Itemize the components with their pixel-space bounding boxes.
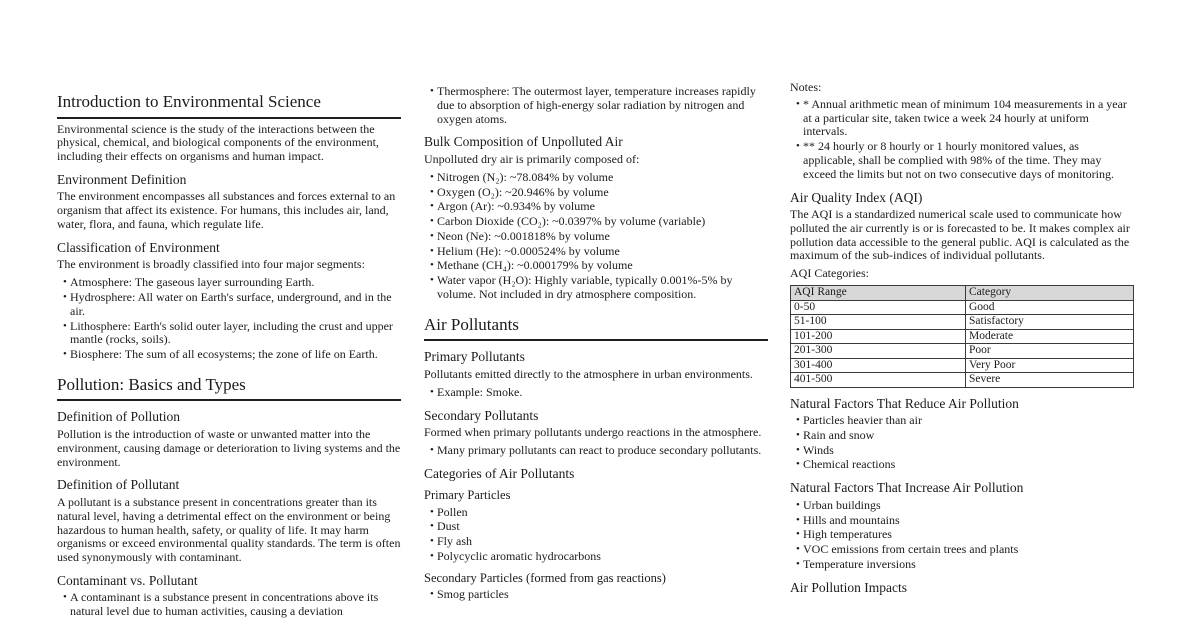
table-cell: Severe [966,373,1134,388]
heading-natural-factors-reduce: Natural Factors That Reduce Air Pollution [790,395,1019,411]
secondary-particles-list [424,588,768,602]
heading-primary-particles: Primary Particles [424,488,511,503]
list-item: • High temperatures [796,528,1134,542]
paragraph-environment-definition: The environment encompasses all substances and forces external to an organism that affect its existence. For humans, this includes air, land, water, flora, and fauna, which regulate life. [57,189,396,232]
reduce-factors-list [790,414,1134,472]
list-item: • Water vapor (H₂O): Highly variable, typically 0.001%-5% by volume. Not included in dry atmosphere composition. [430,274,768,302]
paragraph-classification-intro: The environment is broadly classified into four major segments: [57,257,365,272]
list-item: • Thermosphere: The outermost layer, temperature increases rapidly due to absorption of high-energy solar radiation by nitrogen and oxygen atoms. [430,85,768,126]
heading-air-pollution-clipped: Air Pollution Impacts [790,579,907,595]
table-row [791,329,1134,344]
heading-primary-pollutants: Primary Pollutants [424,349,525,365]
table-cell: 51-100 [791,315,966,330]
paragraph-bulk-composition-intro: Unpolluted dry air is primarily composed of: [424,151,640,166]
list-item: • Polycyclic aromatic hydrocarbons [430,550,768,564]
contaminant-list [57,591,401,619]
list-item: • Smog particles [430,588,768,602]
list-item: • Fly ash [430,535,768,549]
secondary-pollutants-list [424,444,768,458]
air-composition-list [424,171,768,302]
table-cell: 101-200 [791,329,966,344]
heading-bulk-composition: Bulk Composition of Unpolluted Air [424,134,623,150]
list-item: • A contaminant is a substance present in concentrations above its natural level due to human activities, causing a deviation [63,591,401,619]
table-cell: Poor [966,344,1134,359]
heading-classification-of-environment: Classification of Environment [57,239,220,255]
list-item: • Methane (CH₄): ~0.000179% by volume [430,259,768,273]
paragraph-definition-of-pollutant: A pollutant is a substance present in concentrations greater than its natural level, having a detrimental effect on the environment or being hazardous to human health, safety, or quality of life. It may harm organisms or exceed environmental quality standards. The term is often used synonymously with contaminant. [57,494,401,565]
atmosphere-layers-list-continued [424,85,768,126]
aqi-categories-table [790,285,1134,388]
table-cell: Very Poor [966,358,1134,373]
table-row [791,315,1134,330]
list-item: • ** 24 hourly or 8 hourly or 1 hourly monitored values, as applicable, shall be complied with 98% of the time. They may exceed the limits but not on two consecutive days of monitoring. [796,140,1134,181]
paragraph-definition-of-pollution: Pollution is the introduction of waste or unwanted matter into the environment, causing damage or deterioration to living systems and the environment. [57,427,401,469]
heading-air-quality-index: Air Quality Index (AQI) [790,189,923,205]
list-item: • Oxygen (O₂): ~20.946% by volume [430,186,768,200]
heading-environment-definition: Environment Definition [57,171,187,187]
list-item: • Rain and snow [796,429,1134,443]
heading-natural-factors-increase: Natural Factors That Increase Air Pollution [790,480,1024,496]
list-item: • Chemical reactions [796,458,1134,472]
table-cell: Satisfactory [966,315,1134,330]
list-item: • Dust [430,520,768,534]
heading-introduction-environmental-science: Introduction to Environmental Science [57,92,401,119]
list-item: • Argon (Ar): ~0.934% by volume [430,200,768,214]
table-row [791,300,1134,315]
column-right [790,80,1134,598]
list-item: • Example: Smoke. [430,386,768,400]
paragraph-env-science-definition: Environmental science is the study of the interactions between the physical, chemical, and biological components of the environment, including their effects on organisms and human impact. [57,121,379,164]
heading-air-pollutants: Air Pollutants [424,315,768,342]
paragraph-aqi-description: The AQI is a standardized numerical scale used to communicate how polluted the air currently is or is forecasted to be. It makes complex air pollution data accessible to the general public. AQI is calculated as the maximum of the sub-indices of individual pollutants. [790,207,1130,263]
table-header-row [791,286,1134,301]
paragraph-notes-label: Notes: [790,80,822,94]
heading-definition-of-pollutant: Definition of Pollutant [57,477,180,493]
list-item: • * Annual arithmetic mean of minimum 104 measurements in a year at a particular site, taken twice a week 24 hourly at uniform intervals. [796,98,1134,139]
paragraph-aqi-categories-label: AQI Categories: [790,266,869,281]
heading-secondary-pollutants: Secondary Pollutants [424,407,539,423]
column-middle [424,80,768,608]
table-cell: 201-300 [791,344,966,359]
table-cell: 0-50 [791,300,966,315]
list-item: • Hills and mountains [796,514,1134,528]
table-header-category: Category [966,286,1134,301]
increase-factors-list [790,499,1134,572]
environment-segments-list [57,276,401,362]
list-item: • Particles heavier than air [796,414,1134,428]
list-item: • Atmosphere: The gaseous layer surrounding Earth. [63,276,401,290]
list-item: • VOC emissions from certain trees and plants [796,543,1134,557]
list-item: • Urban buildings [796,499,1134,513]
list-item: • Helium (He): ~0.000524% by volume [430,245,768,259]
column-left [57,80,401,625]
notes-list [790,98,1134,182]
list-item: • Pollen [430,506,768,520]
heading-categories-of-air-pollutants: Categories of Air Pollutants [424,465,575,481]
paragraph-primary-pollutants: Pollutants emitted directly to the atmosphere in urban environments. [424,366,753,381]
list-item: • Neon (Ne): ~0.001818% by volume [430,230,768,244]
table-row [791,373,1134,388]
list-item: • Hydrosphere: All water on Earth's surface, underground, and in the air. [63,291,401,319]
table-cell: Moderate [966,329,1134,344]
heading-definition-of-pollution: Definition of Pollution [57,409,180,425]
table-row [791,358,1134,373]
list-item: • Biosphere: The sum of all ecosystems; the zone of life on Earth. [63,348,401,362]
paragraph-secondary-pollutants: Formed when primary pollutants undergo reactions in the atmosphere. [424,425,762,440]
primary-pollutants-list [424,386,768,400]
list-item: • Temperature inversions [796,558,1134,572]
table-cell: Good [966,300,1134,315]
heading-pollution-basics-and-types: Pollution: Basics and Types [57,375,401,402]
table-row [791,344,1134,359]
heading-contaminant-vs-pollutant: Contaminant vs. Pollutant [57,572,198,588]
table-cell: 301-400 [791,358,966,373]
list-item: • Carbon Dioxide (CO₂): ~0.0397% by volume (variable) [430,215,768,229]
list-item: • Winds [796,444,1134,458]
table-header-aqi-range: AQI Range [791,286,966,301]
list-item: • Lithosphere: Earth's solid outer layer, including the crust and upper mantle (rocks, soils). [63,320,401,348]
list-item: • Many primary pollutants can react to produce secondary pollutants. [430,444,768,458]
list-item: • Nitrogen (N₂): ~78.084% by volume [430,171,768,185]
primary-particles-list [424,506,768,564]
heading-secondary-particles: Secondary Particles (formed from gas reactions) [424,570,666,585]
table-cell: 401-500 [791,373,966,388]
